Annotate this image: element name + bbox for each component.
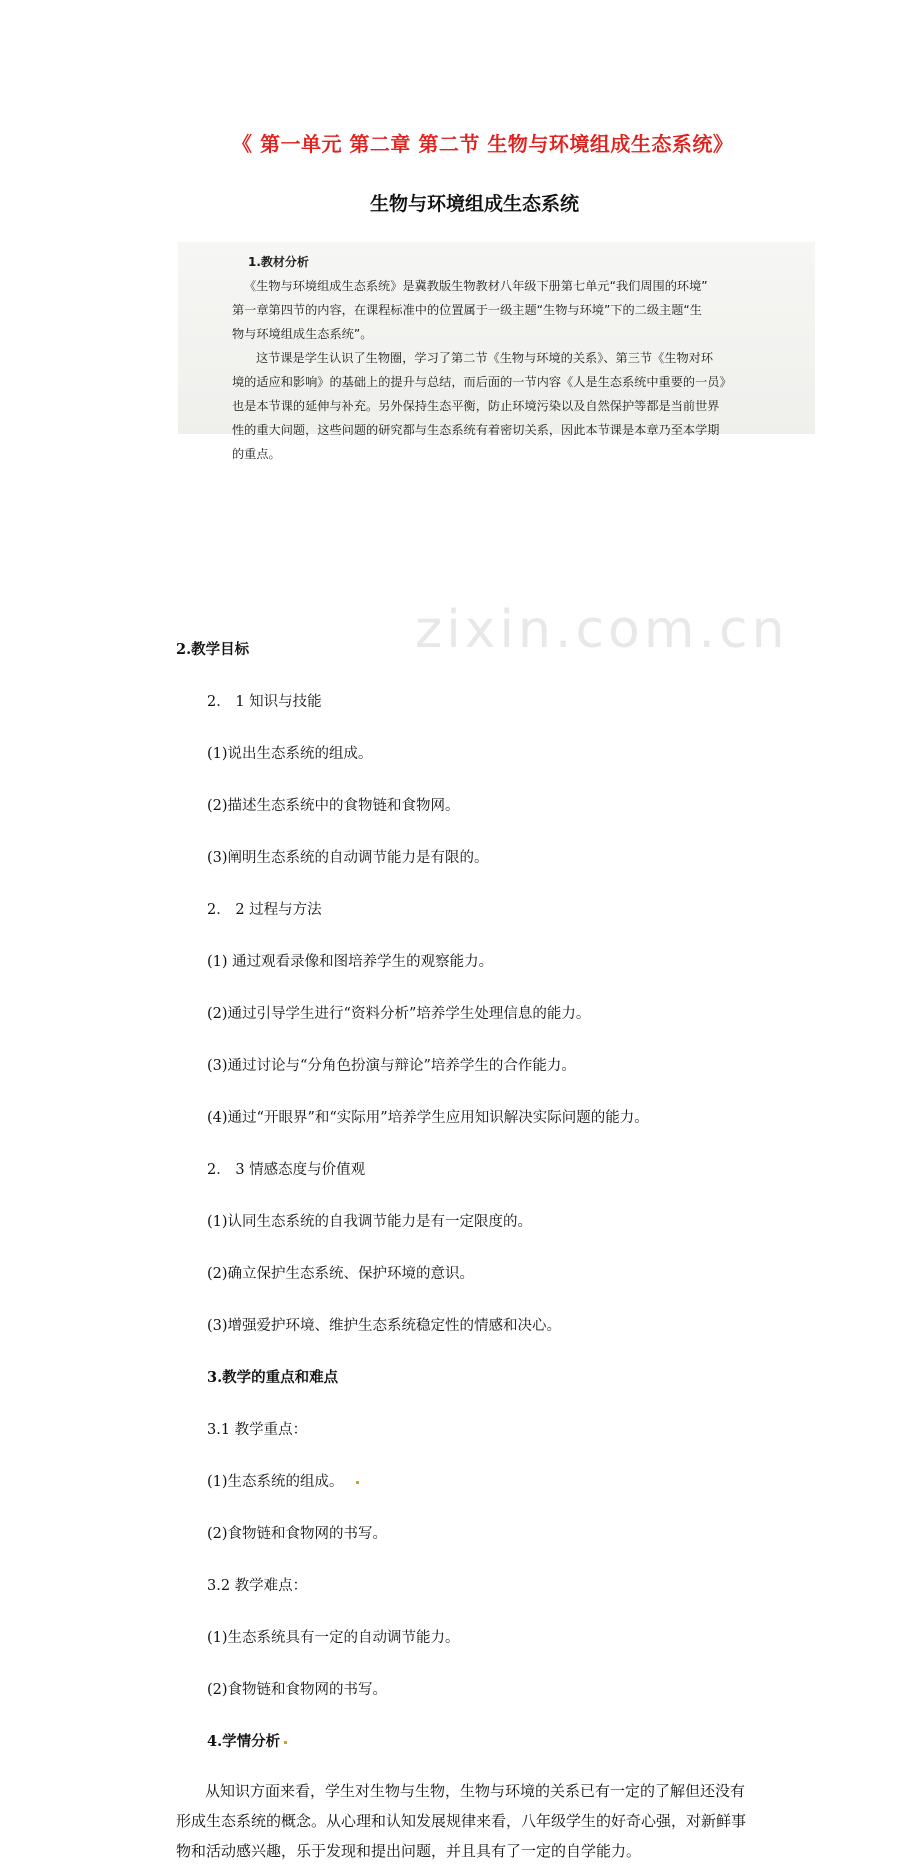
- document-subtitle: 生物与环境组成生态系统: [370, 193, 580, 215]
- stray-dot: [284, 1741, 287, 1744]
- stray-dot: [356, 1481, 359, 1484]
- list-item: (4)通过“开眼界”和“实际用”培养学生应用知识解决实际问题的能力。: [207, 1110, 649, 1126]
- list-item: (1)说出生态系统的组成。: [207, 746, 373, 762]
- list-item-text: (1)生态系统的组成。: [207, 1474, 344, 1490]
- list-item: (2)确立保护生态系统、保护环境的意识。: [207, 1266, 475, 1282]
- section-3-title: 3.教学的重点和难点: [207, 1369, 339, 1386]
- image-line: 境的适应和影响》的基础上的提升与总结，而后面的一节内容《人是生态系统中重要的一员》: [232, 375, 732, 389]
- image-line: 物与环境组成生态系统”。: [232, 327, 373, 341]
- image-line: 的重点。: [232, 447, 281, 461]
- subsection-heading: 2． 2 过程与方法: [207, 902, 322, 918]
- paragraph-line: 形成生态系统的概念。从心理和认知发展规律来看，八年级学生的好奇心强，对新鲜事: [176, 1812, 747, 1830]
- list-item: [207, 1470, 920, 1491]
- image-line: 这节课是学生认识了生物圈，学习了第二节《生物与环境的关系》、第三节《生物对环: [256, 351, 714, 365]
- subsection-heading: 2． 1 知识与技能: [207, 694, 322, 710]
- image-line: 性的重大问题，这些问题的研究都与生态系统有着密切关系，因此本节课是本章乃至本学期: [232, 423, 720, 437]
- list-item: (1) 通过观看录像和图培养学生的观察能力。: [207, 954, 494, 970]
- image-line: 第一章第四节的内容，在课程标准中的位置属于一级主题“生物与环境”下的二级主题“生: [232, 303, 702, 317]
- image-line: 《生物与环境组成生态系统》是冀教版生物教材八年级下册第七单元“我们周围的环境”: [244, 279, 708, 293]
- list-item: (1)认同生态系统的自我调节能力是有一定限度的。: [207, 1214, 533, 1230]
- list-item: (3)阐明生态系统的自动调节能力是有限的。: [207, 850, 489, 866]
- textbook-analysis-image: [178, 242, 815, 461]
- list-item: (3)通过讨论与“分角色扮演与辩论”培养学生的合作能力。: [207, 1058, 576, 1074]
- image-line: 也是本节课的延伸与补充。另外保持生态平衡，防止环境污染以及自然保护等都是当前世界: [232, 399, 720, 413]
- image-heading: 1.教材分析: [248, 255, 309, 269]
- subsection-heading: 2． 3 情感态度与价值观: [207, 1162, 366, 1178]
- list-item: (3)增强爱护环境、维护生态系统稳定性的情感和决心。: [207, 1318, 562, 1334]
- list-item: (2)描述生态系统中的食物链和食物网。: [207, 798, 460, 814]
- section-2-title: 2.教学目标: [176, 641, 250, 658]
- list-item: (2)食物链和食物网的书写。: [207, 1526, 388, 1542]
- watermark: zixin.com.cn: [415, 600, 789, 660]
- section-4-title-text: 4.学情分析: [207, 1733, 281, 1750]
- learner-analysis-paragraph: [176, 1776, 796, 1866]
- paragraph-line: 物和活动感兴趣，乐于发现和提出问题，并且具有了一定的自学能力。: [176, 1842, 642, 1860]
- list-item: (2)食物链和食物网的书写。: [207, 1682, 388, 1698]
- list-item: (1)生态系统具有一定的自动调节能力。: [207, 1630, 460, 1646]
- list-item: (2)通过引导学生进行“资料分析”培养学生处理信息的能力。: [207, 1006, 591, 1022]
- document-title: 《 第一单元 第二章 第二节 生物与环境组成生态系统》: [232, 132, 734, 156]
- subsection-heading: 3.1 教学重点：: [207, 1422, 308, 1438]
- section-4-title: [207, 1730, 920, 1751]
- subsection-heading: 3.2 教学难点：: [207, 1578, 308, 1594]
- paragraph-line: 从知识方面来看，学生对生物与生物，生物与环境的关系已有一定的了解但还没有: [205, 1782, 746, 1800]
